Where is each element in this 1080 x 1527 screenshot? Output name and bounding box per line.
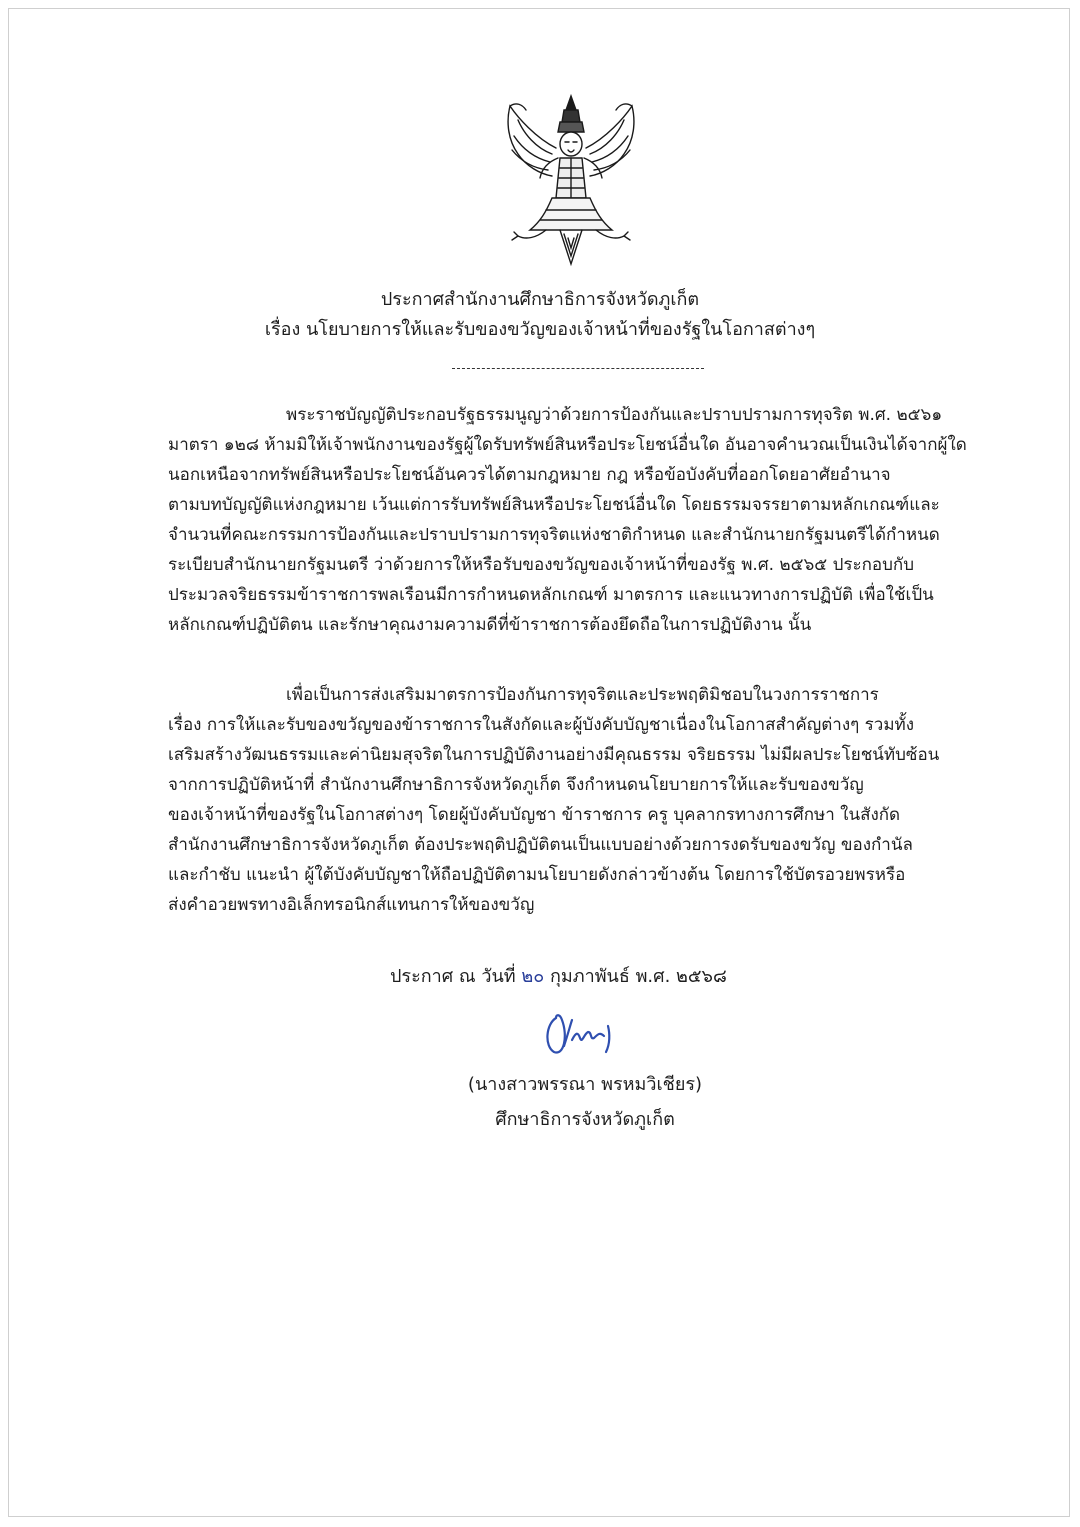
paragraph-line: มาตรา ๑๒๘ ห้ามมิให้เจ้าพนักงานของรัฐผู้ใดรับทรัพย์สินหรือประโยชน์อื่นใด อันอาจคำนวณเป็นเงินได้จากผู้ใด — [168, 435, 967, 455]
paragraph-line: ส่งคำอวยพรทางอิเล็กทรอนิกส์แทนการให้ของขวัญ — [168, 895, 535, 915]
title-divider — [452, 368, 704, 369]
paragraph-line: หลักเกณฑ์ปฏิบัติตน และรักษาคุณงามความดีที่ข้าราชการต้องยึดถือในการปฏิบัติงาน นั้น — [168, 615, 812, 635]
signer-position: ศึกษาธิการจังหวัดภูเก็ต — [495, 1109, 675, 1130]
paragraph-line: เรื่อง การให้และรับของขวัญของข้าราชการในสังกัดและผู้บังคับบัญชาเนื่องในโอกาสสำคัญต่างๆ รวมทั้ง — [168, 715, 915, 735]
paragraph-line: ตามบทบัญญัติแห่งกฎหมาย เว้นแต่การรับทรัพย์สินหรือประโยชน์อื่นใด โดยธรรมจรรยาตามหลักเกณฑ์และ — [168, 495, 940, 515]
garuda-emblem-icon — [496, 88, 646, 270]
paragraph-line: เพื่อเป็นการส่งเสริมมาตรการป้องกันการทุจริตและประพฤติมิชอบในวงการราชการ — [286, 685, 879, 705]
paragraph-line: จำนวนที่คณะกรรมการป้องกันและปราบปรามการทุจริตแห่งชาติกำหนด และสำนักนายกรัฐมนตรีได้กำหนด — [168, 525, 940, 545]
paragraph-line: สำนักงานศึกษาธิการจังหวัดภูเก็ต ต้องประพฤติปฏิบัติตนเป็นแบบอย่างด้วยการงดรับของขวัญ ของกำนัล — [168, 835, 913, 855]
signer-name: (นางสาวพรรณา พรหมวิเชียร) — [467, 1074, 703, 1095]
body-paragraph-1 — [168, 400, 988, 640]
document-subject: เรื่อง นโยบายการให้และรับของขวัญของเจ้าหน้าที่ของรัฐในโอกาสต่างๆ — [264, 319, 816, 340]
announcement-date — [390, 962, 727, 992]
handwritten-signature-icon — [538, 1006, 628, 1066]
paragraph-line: ประมวลจริยธรรมข้าราชการพลเรือนมีการกำหนดหลักเกณฑ์ มาตรการ และแนวทางการปฏิบัติ เพื่อใช้เป็น — [168, 585, 934, 605]
paragraph-line: และกำชับ แนะนำ ผู้ใต้บังคับบัญชาให้ถือปฏิบัติตามนโยบายดังกล่าวข้างต้น โดยการใช้บัตรอวยพรหรือ — [168, 865, 906, 885]
paragraph-line: ระเบียบสำนักนายกรัฐมนตรี ว่าด้วยการให้หรือรับของขวัญของเจ้าหน้าที่ของรัฐ พ.ศ. ๒๕๖๕ ประกอบกับ — [168, 555, 914, 575]
paragraph-line: พระราชบัญญัติประกอบรัฐธรรมนูญว่าด้วยการป้องกันและปราบปรามการทุจริต พ.ศ. ๒๕๖๑ — [286, 405, 943, 425]
paragraph-line: เสริมสร้างวัฒนธรรมและค่านิยมสุจริตในการปฏิบัติงานอย่างมีคุณธรรม จริยธรรม ไม่มีผลประโยชน์ทับซ้อน — [168, 745, 940, 765]
paragraph-line: นอกเหนือจากทรัพย์สินหรือประโยชน์อันควรได้ตามกฎหมาย กฎ หรือข้อบังคับที่ออกโดยอาศัยอำนาจ — [168, 465, 891, 485]
date-day: ๒๐ — [521, 966, 545, 987]
document-title: ประกาศสำนักงานศึกษาธิการจังหวัดภูเก็ต — [380, 289, 700, 310]
paragraph-line: จากการปฏิบัติหน้าที่ สำนักงานศึกษาธิการจังหวัดภูเก็ต จึงกำหนดนโยบายการให้และรับของขวัญ — [168, 775, 864, 795]
body-paragraph-2 — [168, 680, 988, 920]
date-prefix: ประกาศ ณ วันที่ — [390, 966, 516, 987]
date-month-year: กุมภาพันธ์ พ.ศ. ๒๕๖๘ — [549, 966, 727, 987]
paragraph-line: ของเจ้าหน้าที่ของรัฐในโอกาสต่างๆ โดยผู้บังคับบัญชา ข้าราชการ ครู บุคลากรทางการศึกษา ในสังกัด — [168, 805, 901, 825]
